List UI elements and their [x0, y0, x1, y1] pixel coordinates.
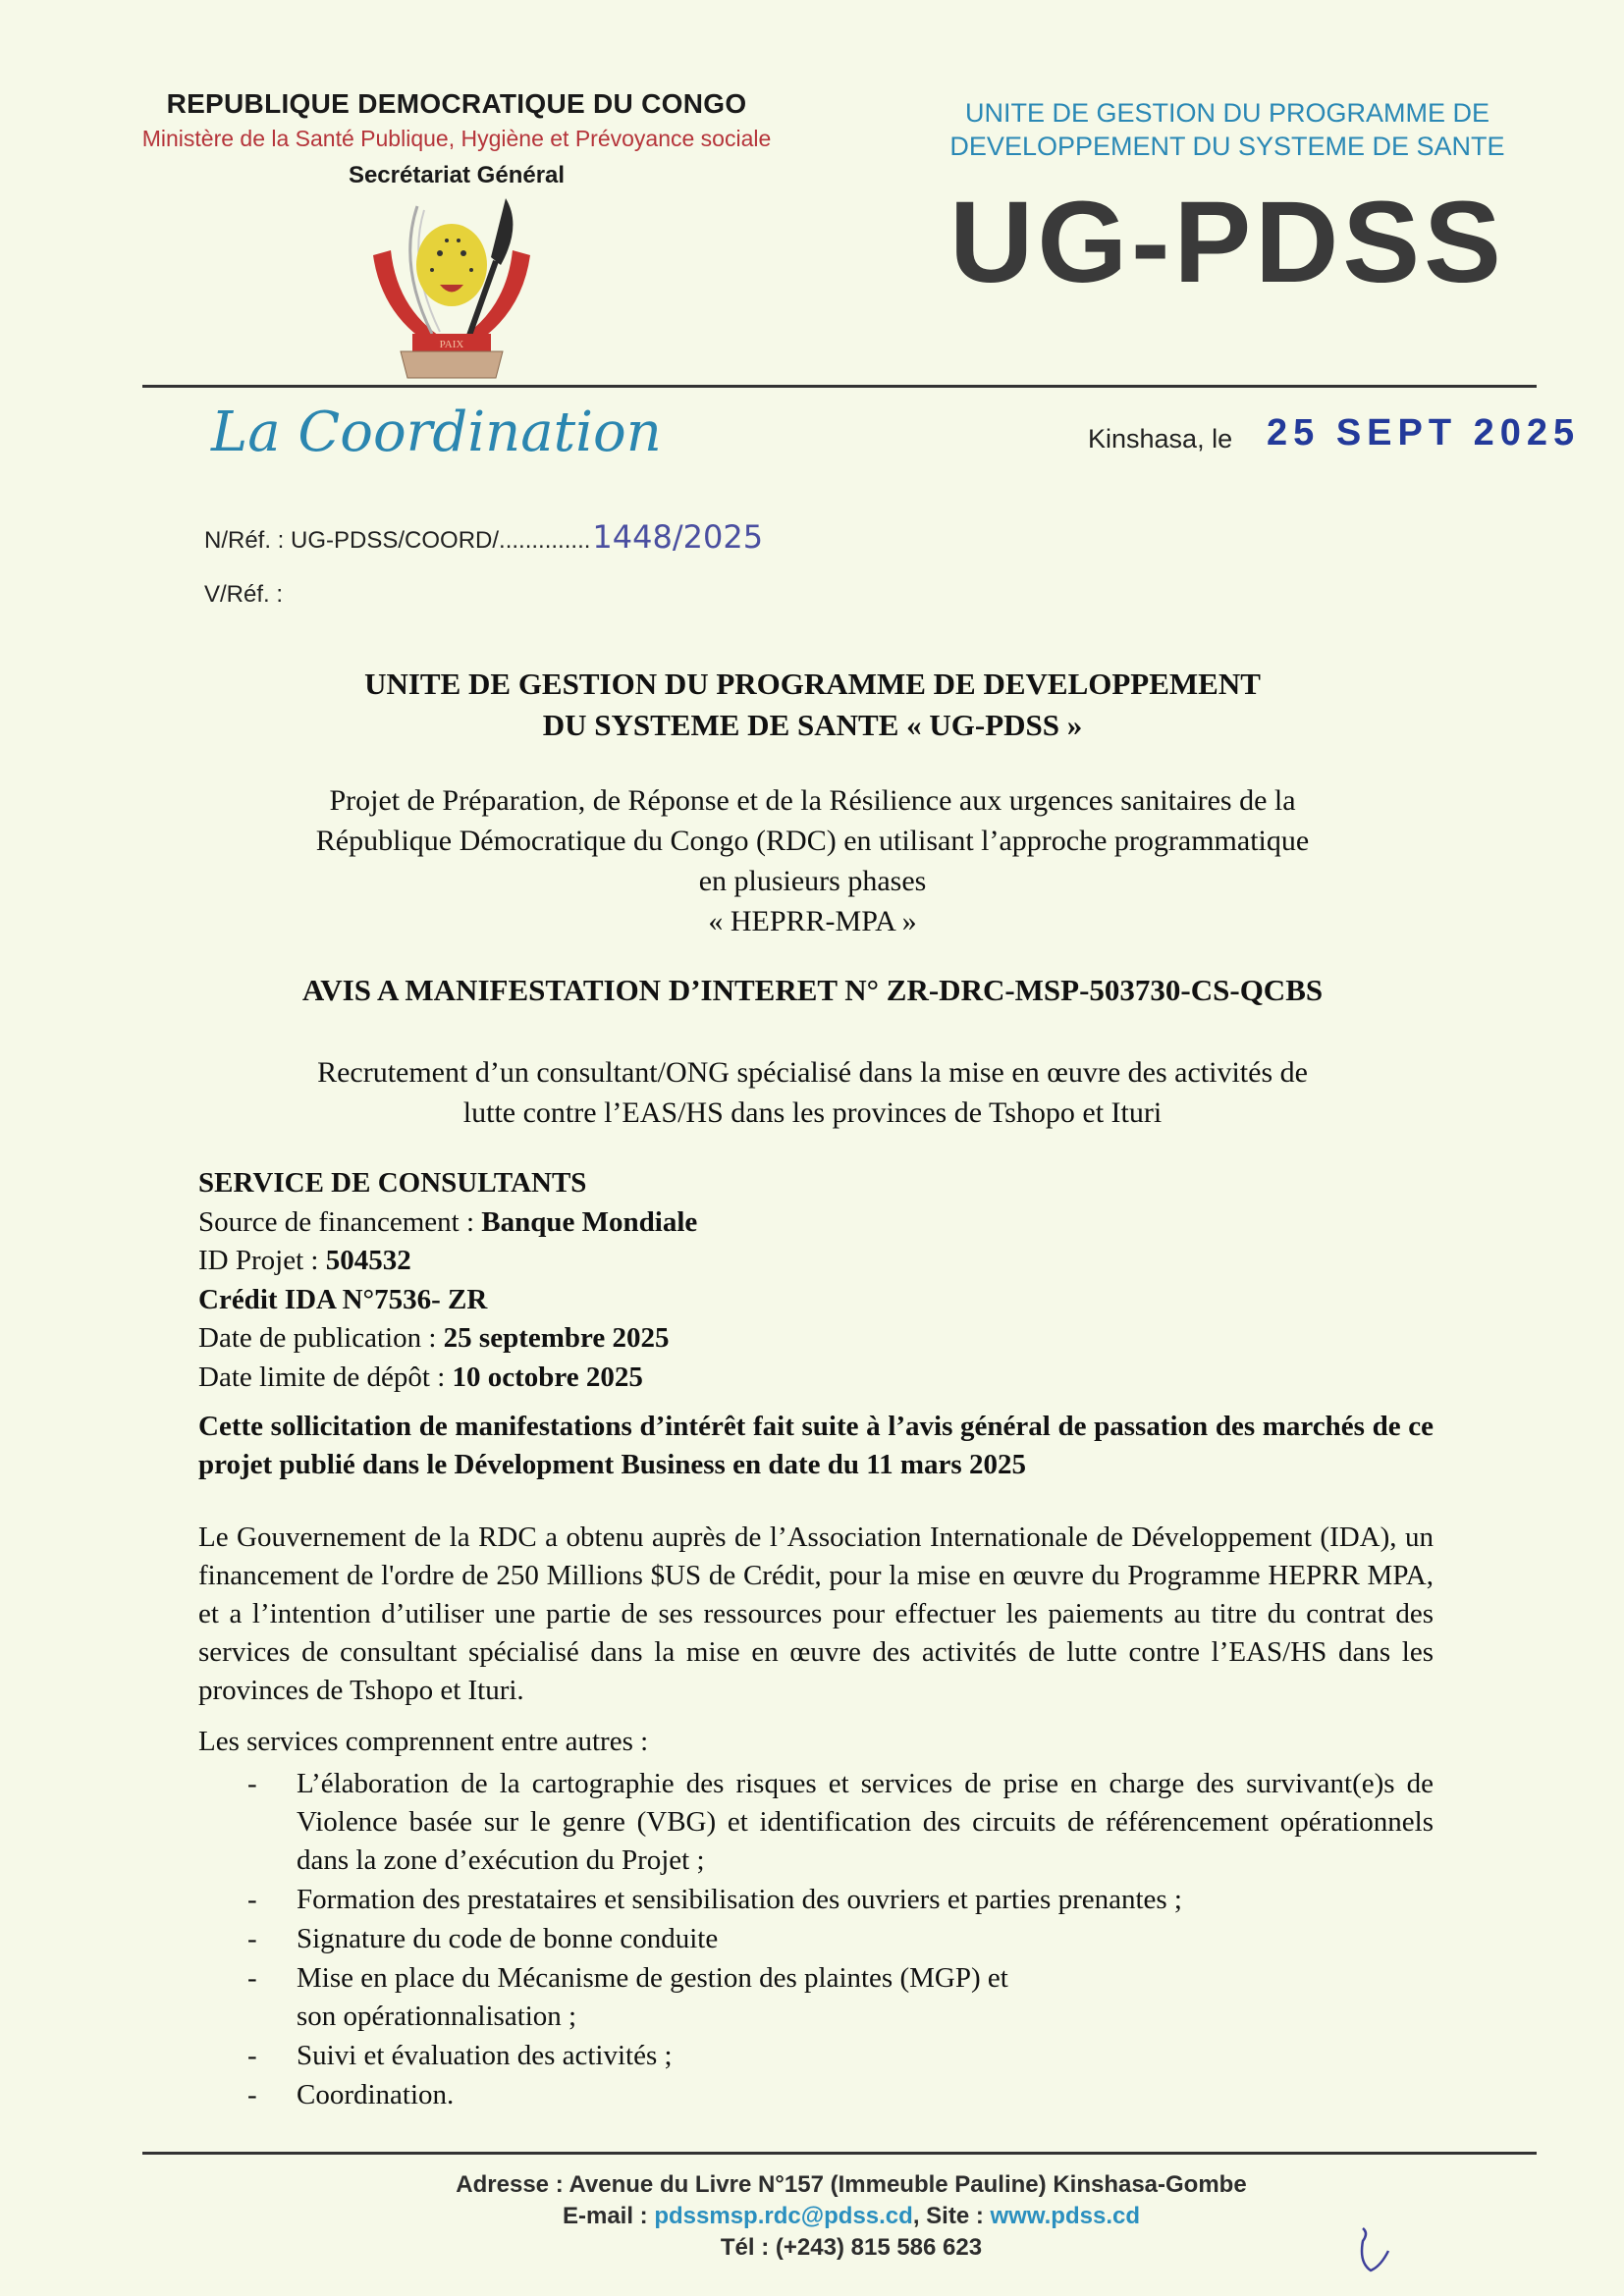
bullet-dash: - [247, 1962, 257, 1994]
project-line1: Projet de Préparation, de Réponse et de la Résilience aux urgences sanitaires de la [329, 784, 1296, 817]
footer-contact [137, 2201, 1565, 2232]
bullet-dash: - [247, 1768, 257, 1799]
funding-row [198, 1203, 697, 1243]
coat-of-arms-emblem [353, 196, 550, 383]
services-lead: Les services comprennent entre autres : [198, 1726, 649, 1757]
list-item-text: Coordination. [297, 2079, 455, 2110]
bullet-dash: - [247, 1884, 257, 1915]
ref-dots: .............. [499, 527, 591, 554]
country-name: REPUBLIQUE DEMOCRATIQUE DU CONGO [166, 88, 747, 119]
notice-number: AVIS A MANIFESTATION D’INTERET N° ZR-DRC-MSP-503730-CS-QCBS [301, 973, 1324, 1007]
reference-line [204, 518, 763, 556]
coordination-title: La Coordination [211, 400, 662, 464]
phone-value: (+243) 815 586 623 [775, 2234, 983, 2261]
list-item-text: L’élaboration de la cartographie des risques et services de prise en charge des survivant(e)s de Violence basée sur le genre (VBG) et identification des circuits de référencement opérationnels dans la zone d’exécution du Projet ; [297, 1768, 1434, 1876]
handwritten-initial-mark [1355, 2223, 1394, 2282]
deadline-value: 10 octobre 2025 [452, 1361, 643, 1393]
publication-label: Date de publication : [198, 1322, 444, 1354]
deadline-row [198, 1359, 697, 1398]
project-line3: en plusieurs phases [698, 865, 927, 897]
emblem-leopard-head [416, 224, 487, 306]
list-item [198, 2037, 1434, 2075]
services-list [198, 1765, 1434, 2115]
list-item [198, 1920, 1434, 1958]
publication-value: 25 septembre 2025 [443, 1322, 670, 1354]
emblem-spear [491, 198, 513, 265]
list-item [198, 1959, 1434, 2036]
deadline-label: Date limite de dépôt : [198, 1361, 453, 1393]
recruitment-line2: lutte contre l’EAS/HS dans les provinces de Tshopo et Ituri [462, 1096, 1163, 1129]
list-item [198, 1765, 1434, 1880]
site-link[interactable]: www.pdss.cd [990, 2203, 1140, 2229]
recruitment-line1: Recrutement d’un consultant/ONG spécialisé dans la mise en œuvre des activités de [317, 1056, 1308, 1089]
title-line2: DU SYSTEME DE SANTE « UG-PDSS » [542, 708, 1083, 742]
publication-row [198, 1319, 697, 1359]
email-label: E-mail : [562, 2203, 655, 2229]
project-line4: « HEPRR-MPA » [708, 905, 917, 937]
address-label: Adresse : [456, 2171, 569, 2198]
footer-phone [137, 2232, 1565, 2264]
ministry-name: Ministère de la Santé Publique, Hygiène et Prévoyance sociale [141, 126, 772, 151]
unit-name-line1: UNITE DE GESTION DU PROGRAMME DE [964, 98, 1490, 128]
list-item [198, 2076, 1434, 2114]
phone-label: Tél : [720, 2234, 776, 2261]
project-id-label: ID Projet : [198, 1245, 326, 1276]
project-id-row [198, 1242, 697, 1281]
bullet-dash: - [247, 1923, 257, 1954]
project-description [191, 780, 1434, 941]
details-heading: SERVICE DE CONSULTANTS [198, 1167, 587, 1199]
intro-paragraph: Cette sollicitation de manifestations d’intérêt fait suite à l’avis général de passation des marchés de ce projet publié dans le Dévelopment Business en date du 11 mars 2025 [198, 1411, 1434, 1480]
list-item-text: Formation des prestataires et sensibilisation des ouvriers et parties prenantes ; [297, 1884, 1182, 1915]
list-item-text: Mise en place du Mécanisme de gestion des plaintes (MGP) et son opérationnalisation ; [297, 1962, 1008, 2032]
email-link[interactable]: pdssmsp.rdc@pdss.cd [654, 2203, 913, 2229]
document-title [191, 664, 1434, 746]
letterhead-left [69, 88, 844, 189]
ug-pdss-logo: UG-PDSS [949, 178, 1505, 307]
place-label: Kinshasa, le [1088, 424, 1233, 454]
emblem-base [401, 351, 503, 378]
recruitment-description [191, 1052, 1434, 1133]
bullet-dash: - [247, 2040, 257, 2071]
funding-value: Banque Mondiale [481, 1205, 698, 1238]
header-divider [142, 385, 1537, 388]
project-id-value: 504532 [325, 1245, 411, 1276]
vref-label: V/Réf. : [204, 581, 284, 608]
body-paragraph: Le Gouvernement de la RDC a obtenu auprès de l’Association Internationale de Développement (IDA), un financement de l'ordre de 250 Millions $US de Crédit, pour la mise en œuvre du Programme HEPRR MPA, et a l’intention d’utiliser une partie de ses ressources pour effectuer les paiements au titre du contrat des services de consultant spécialisé dans la mise en œuvre des activités de lutte contre l’EAS/HS dans les provinces de Tshopo et Ituri. [198, 1522, 1434, 1706]
footer [137, 2169, 1565, 2264]
ref-number-handwritten: 1448/2025 [592, 518, 764, 556]
details-block [198, 1164, 697, 1397]
secretariat-name: Secrétariat Général [348, 162, 566, 188]
funding-label: Source de financement : [198, 1205, 482, 1238]
letterhead-right [903, 96, 1551, 307]
emblem-paix-text: PAIX [439, 339, 464, 350]
site-label: , Site : [912, 2203, 991, 2229]
ref-label: N/Réf. : UG-PDSS/COORD/ [204, 527, 500, 554]
bullet-dash: - [247, 2079, 257, 2110]
title-line1: UNITE DE GESTION DU PROGRAMME DE DEVELOPPEMENT [364, 667, 1261, 701]
date-stamp: 25 SEPT 2025 [1267, 412, 1581, 454]
list-item-text: Signature du code de bonne conduite [297, 1923, 719, 1954]
unit-name-line2: DEVELOPPEMENT DU SYSTEME DE SANTE [949, 132, 1505, 161]
footer-divider [142, 2152, 1537, 2155]
credit-row: Crédit IDA N°7536- ZR [198, 1283, 488, 1315]
list-item-text: Suivi et évaluation des activités ; [297, 2040, 673, 2071]
address-value: Avenue du Livre N°157 (Immeuble Pauline) Kinshasa-Gombe [568, 2171, 1247, 2198]
list-item [198, 1881, 1434, 1919]
project-line2: République Démocratique du Congo (RDC) en utilisant l’approche programmatique [315, 825, 1310, 857]
footer-address [137, 2169, 1565, 2201]
